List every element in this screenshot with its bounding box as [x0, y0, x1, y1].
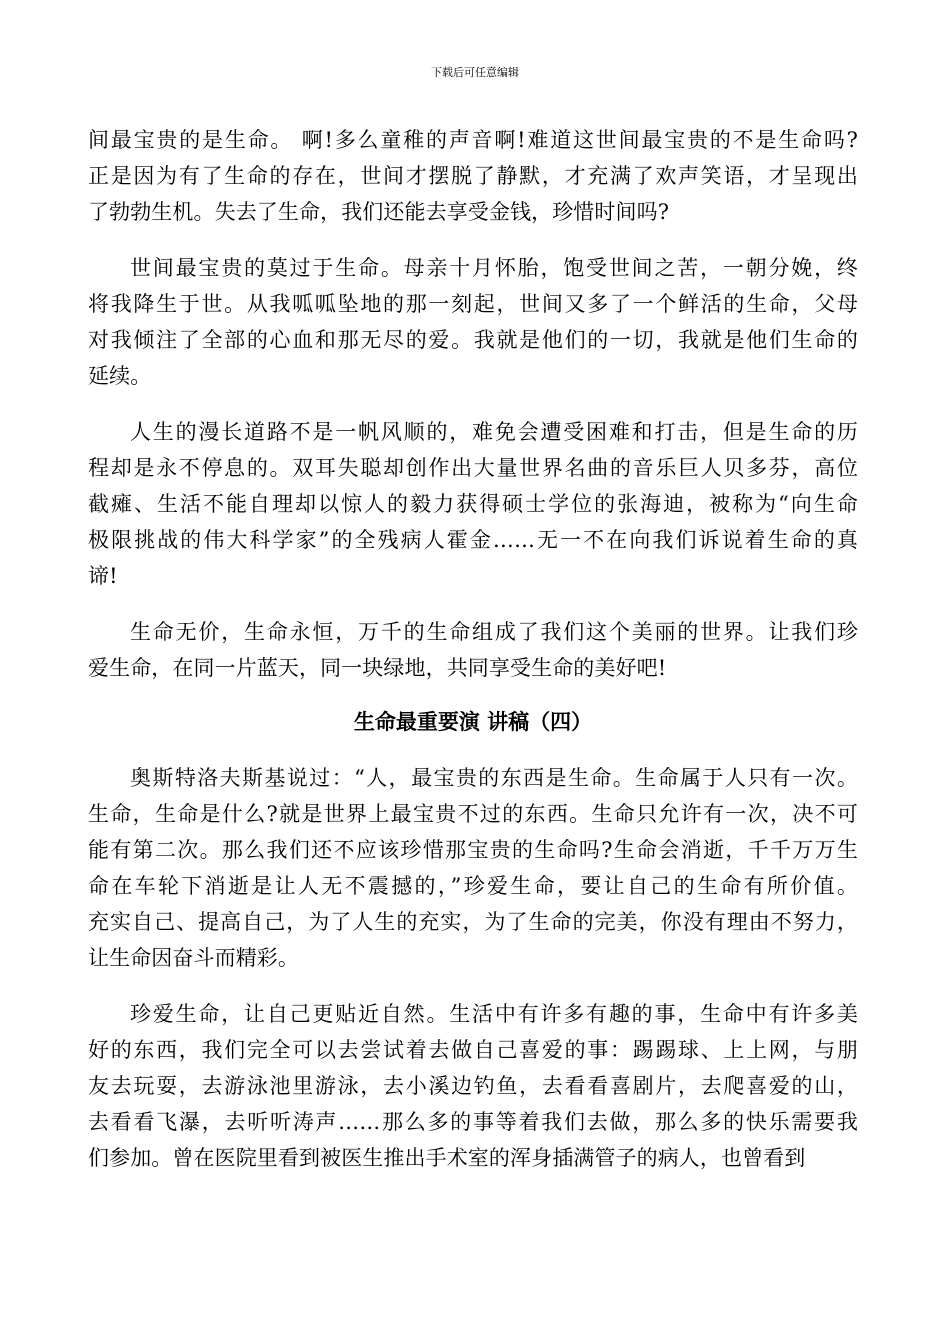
text-line: 生命，生命是什么?就是世界上最宝贵不过的东西。生命只允许有一次，决不可 — [88, 802, 858, 826]
paragraph — [88, 122, 858, 230]
text-line: 友去玩耍，去游泳池里游泳，去小溪边钓鱼，去看看喜剧片，去爬喜爱的山， — [88, 1074, 858, 1098]
text-line: 程却是永不停息的。双耳失聪却创作出大量世界名曲的音乐巨人贝多芬，高位 — [88, 456, 858, 480]
text-line: 们参加。曾在医院里看到被医生推出手术室的浑身插满管子的病人，也曾看到 — [88, 1146, 806, 1170]
text-line: 去看看飞瀑，去听听涛声……那么多的事等着我们去做，那么多的快乐需要我 — [88, 1110, 858, 1134]
text-line: 极限挑战的伟大科学家”的全残病人霍金……无一不在向我们诉说着生命的真 — [88, 528, 858, 552]
text-line: 奥斯特洛夫斯基说过：“人，最宝贵的东西是生命。生命属于人只有一次。 — [130, 766, 858, 790]
text-line: 了勃勃生机。失去了生命，我们还能去享受金钱，珍惜时间吗? — [88, 200, 670, 224]
paragraph — [88, 996, 858, 1176]
text-line: 珍爱生命，让自己更贴近自然。生活中有许多有趣的事，生命中有许多美 — [130, 1002, 858, 1026]
text-line: 好的东西，我们完全可以去尝试着去做自己喜爱的事：踢踢球、上上网，与朋 — [88, 1038, 858, 1062]
page-header: 下载后可任意编辑 — [431, 66, 519, 79]
text-line: 能有第二次。那么我们还不应该珍惜那宝贵的生命吗?生命会消逝，千千万万生 — [88, 838, 858, 862]
text-line: 谛! — [88, 564, 118, 588]
text-line: 爱生命，在同一片蓝天，同一块绿地，共同享受生命的美好吧! — [88, 656, 667, 680]
text-line: 间最宝贵的是生命。 啊!多么童稚的声音啊!难道这世间最宝贵的不是生命吗? — [88, 128, 858, 152]
text-line: 正是因为有了生命的存在，世间才摆脱了静默，才充满了欢声笑语，才呈现出 — [88, 164, 858, 188]
text-line: 人生的漫长道路不是一帆风顺的，难免会遭受困难和打击，但是生命的历 — [130, 420, 858, 444]
text-line: 对我倾注了全部的心血和那无尽的爱。我就是他们的一切，我就是他们生命的 — [88, 328, 858, 352]
document-body — [88, 122, 858, 1196]
paragraphs-before — [88, 122, 858, 686]
text-line: 充实自己、提高自己，为了人生的充实，为了生命的完美，你没有理由不努力， — [88, 910, 858, 934]
paragraph — [88, 250, 858, 394]
paragraph — [88, 614, 858, 686]
text-line: 生命无价，生命永恒，万千的生命组成了我们这个美丽的世界。让我们珍 — [130, 620, 858, 644]
text-line: 延续。 — [88, 364, 152, 388]
text-line: 将我降生于世。从我呱呱坠地的那一刻起，世间又多了一个鲜活的生命，父母 — [88, 292, 858, 316]
paragraph — [88, 414, 858, 594]
paragraph — [88, 760, 858, 976]
text-line: 截瘫、生活不能自理却以惊人的毅力获得硕士学位的张海迪，被称为“向生命 — [88, 492, 858, 516]
text-line: 命在车轮下消逝是让人无不震撼的，”珍爱生命，要让自己的生命有所价值。 — [88, 874, 858, 898]
text-line: 让生命因奋斗而精彩。 — [88, 946, 299, 970]
section-title: 生命最重要演 讲稿（四） — [353, 709, 593, 734]
paragraphs-after — [88, 760, 858, 1176]
text-line: 世间最宝贵的莫过于生命。母亲十月怀胎，饱受世间之苦，一朝分娩，终 — [130, 256, 858, 280]
